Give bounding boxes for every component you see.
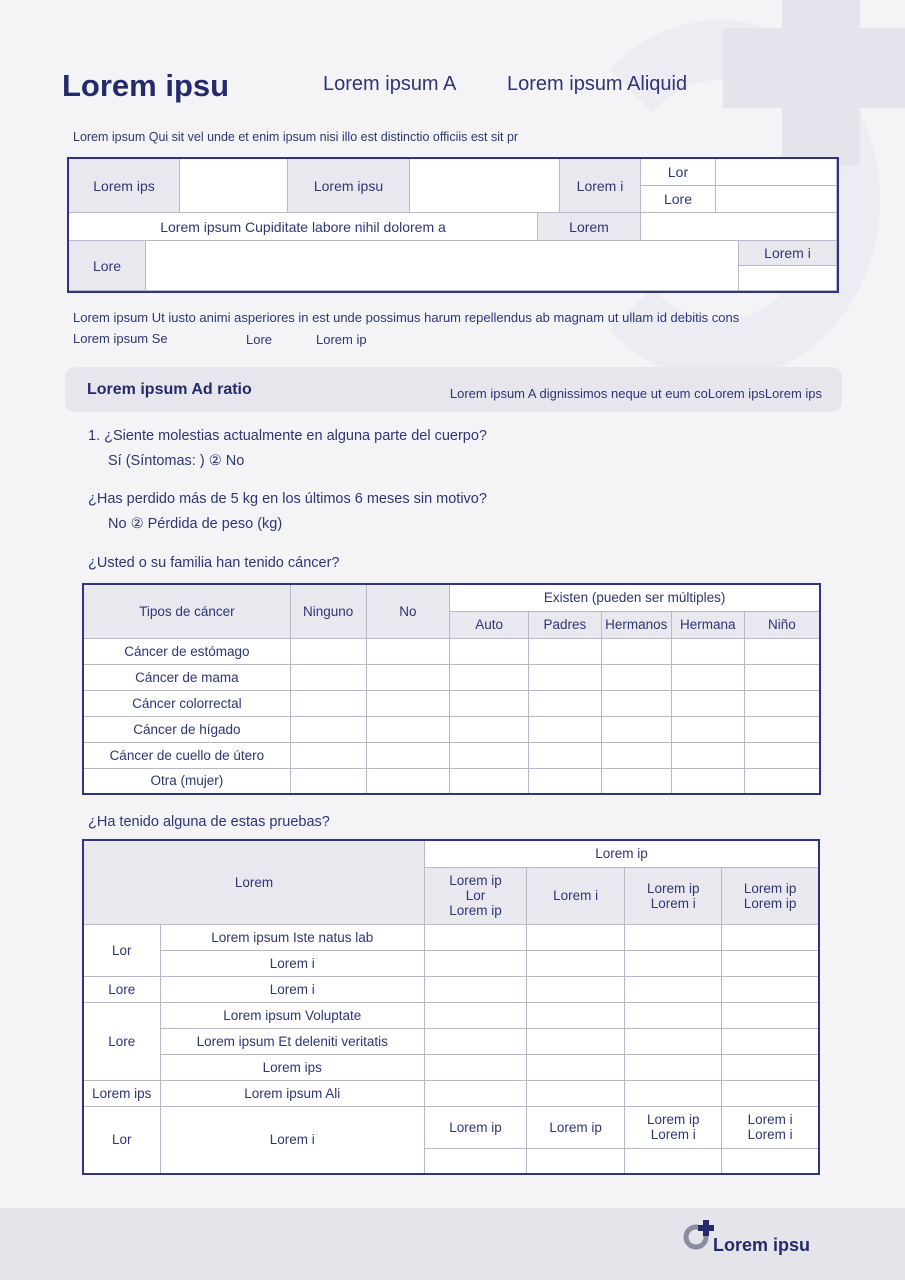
checkbox-cell[interactable] (744, 664, 820, 690)
checkbox-cell[interactable] (450, 742, 529, 768)
checkbox-cell[interactable] (366, 690, 450, 716)
group-label: Lorem ips (83, 1080, 160, 1106)
answer-label: Lorem ip (424, 1106, 526, 1148)
section-note: Lorem ipsum A dignissimos neque ut eum coLorem ipsLorem ips (449, 386, 822, 401)
checkbox-cell[interactable] (601, 664, 671, 690)
answer-label: Lorem i Lorem i (722, 1106, 819, 1148)
info-note-line2a: Lorem ipsum Se (73, 331, 168, 346)
answer-cell[interactable] (625, 950, 722, 976)
info-row2-label: Lorem (538, 213, 641, 241)
test-label: Lorem i (160, 1106, 424, 1174)
test-label: Lorem ipsum Iste natus lab (160, 924, 424, 950)
checkbox-cell[interactable] (671, 768, 744, 794)
checkbox-cell[interactable] (528, 768, 601, 794)
answer-cell[interactable] (625, 924, 722, 950)
footer-logo-text: Lorem ipsu (713, 1235, 811, 1255)
answer-label: Lorem ip Lorem i (625, 1106, 722, 1148)
answer-cell[interactable] (722, 1148, 819, 1174)
checkbox-cell[interactable] (290, 664, 366, 690)
info-field-1[interactable] (180, 159, 288, 213)
checkbox-cell[interactable] (450, 768, 529, 794)
table-row (83, 664, 820, 690)
answer-cell[interactable] (625, 1028, 722, 1054)
col-header-1: Lorem ip Lor Lorem ip (424, 867, 526, 924)
answer-cell[interactable] (424, 976, 526, 1002)
info-small-label-2: Lore (641, 186, 716, 213)
row-label: Cáncer de mama (83, 664, 290, 690)
test-label: Lorem ipsum Voluptate (160, 1002, 424, 1028)
checkbox-cell[interactable] (290, 742, 366, 768)
group-label: Lore (83, 1002, 160, 1080)
checkbox-cell[interactable] (366, 716, 450, 742)
group-label: Lore (83, 976, 160, 1002)
checkbox-cell[interactable] (528, 638, 601, 664)
answer-cell[interactable] (424, 924, 526, 950)
checkbox-cell[interactable] (450, 664, 529, 690)
info-label-3: Lorem i (560, 159, 641, 213)
col-test-name: Lorem (83, 840, 424, 924)
table-row (83, 1106, 819, 1148)
table-row (83, 1054, 819, 1080)
table-row (83, 1002, 819, 1028)
info-row3-right-label: Lorem i (739, 241, 837, 266)
col-none: Ninguno (290, 584, 366, 638)
info-row3-field[interactable] (146, 241, 739, 291)
question-4: ¿Ha tenido alguna de estas pruebas? (88, 814, 330, 830)
info-row3-right-field[interactable] (739, 266, 837, 291)
table-row (83, 638, 820, 664)
checkbox-cell[interactable] (601, 638, 671, 664)
checkbox-cell[interactable] (744, 768, 820, 794)
answer-cell[interactable] (722, 1002, 819, 1028)
answer-cell[interactable] (424, 1028, 526, 1054)
checkbox-cell[interactable] (290, 768, 366, 794)
col-no: No (366, 584, 450, 638)
page-title: Lorem ipsu (62, 68, 230, 103)
info-note-line2b: Lore (246, 332, 273, 347)
test-label: Lorem i (160, 976, 424, 1002)
checkbox-cell[interactable] (450, 638, 529, 664)
table-row (83, 924, 819, 950)
answer-cell[interactable] (625, 976, 722, 1002)
table-row (83, 950, 819, 976)
info-small-field-1[interactable] (716, 159, 837, 186)
background-cross-horizontal (723, 28, 905, 108)
logo-icon (682, 1218, 714, 1250)
checkbox-cell[interactable] (528, 716, 601, 742)
answer-cell[interactable] (527, 950, 625, 976)
info-row3-label: Lore (69, 241, 146, 291)
table-row (83, 1028, 819, 1054)
question-1-options[interactable]: Sí (Síntomas: ) ② No (108, 453, 245, 469)
col-self: Auto (450, 611, 529, 638)
checkbox-cell[interactable] (290, 716, 366, 742)
answer-cell[interactable] (722, 924, 819, 950)
table-row (83, 1080, 819, 1106)
answer-cell[interactable] (625, 1080, 722, 1106)
answer-cell[interactable] (722, 950, 819, 976)
group-label: Lor (83, 924, 160, 976)
table-row (83, 768, 820, 794)
table-row (83, 976, 819, 1002)
header-subtitle-b: Lorem ipsum Aliquid (507, 73, 688, 95)
answer-cell[interactable] (625, 1002, 722, 1028)
checkbox-cell[interactable] (601, 742, 671, 768)
test-label: Lorem i (160, 950, 424, 976)
answer-cell[interactable] (424, 1080, 526, 1106)
checkbox-cell[interactable] (290, 638, 366, 664)
col-cancer-type: Tipos de cáncer (83, 584, 290, 638)
test-label: Lorem ipsum Ali (160, 1080, 424, 1106)
section-title: Lorem ipsum Ad ratio (87, 381, 252, 398)
info-note-line2c: Lorem ip (316, 332, 367, 347)
info-small-field-2[interactable] (716, 186, 837, 213)
checkbox-cell[interactable] (671, 664, 744, 690)
answer-label: Lorem ip (527, 1106, 625, 1148)
col-brothers: Hermanos (601, 611, 671, 638)
checkbox-cell[interactable] (601, 690, 671, 716)
test-label: Lorem ips (160, 1054, 424, 1080)
checkbox-cell[interactable] (450, 690, 529, 716)
checkbox-cell[interactable] (366, 768, 450, 794)
header-subtitle-a: Lorem ipsum A (323, 73, 457, 95)
group-label: Lor (83, 1106, 160, 1174)
table-row (83, 742, 820, 768)
answer-cell[interactable] (527, 1002, 625, 1028)
checkbox-cell[interactable] (744, 690, 820, 716)
test-label: Lorem ipsum Et deleniti veritatis (160, 1028, 424, 1054)
answer-cell[interactable] (722, 1080, 819, 1106)
answer-cell[interactable] (625, 1148, 722, 1174)
row-label: Cáncer de cuello de útero (83, 742, 290, 768)
answer-cell[interactable] (424, 1054, 526, 1080)
info-field-2[interactable] (410, 159, 560, 213)
checkbox-cell[interactable] (671, 716, 744, 742)
answer-cell[interactable] (527, 1054, 625, 1080)
checkbox-cell[interactable] (366, 664, 450, 690)
checkbox-cell[interactable] (744, 716, 820, 742)
checkbox-cell[interactable] (528, 690, 601, 716)
info-label-1: Lorem ips (69, 159, 180, 213)
col-exist-group: Existen (pueden ser múltiples) (450, 584, 820, 611)
checkbox-cell[interactable] (671, 638, 744, 664)
answer-cell[interactable] (527, 1028, 625, 1054)
checkbox-cell[interactable] (671, 742, 744, 768)
checkbox-cell[interactable] (744, 638, 820, 664)
checkbox-cell[interactable] (528, 742, 601, 768)
row-label: Cáncer de estómago (83, 638, 290, 664)
checkbox-cell[interactable] (366, 638, 450, 664)
row-label: Otra (mujer) (83, 768, 290, 794)
answer-cell[interactable] (722, 1054, 819, 1080)
answer-cell[interactable] (424, 1148, 526, 1174)
answer-cell[interactable] (527, 976, 625, 1002)
checkbox-cell[interactable] (671, 690, 744, 716)
checkbox-cell[interactable] (528, 664, 601, 690)
info-note-line1: Lorem ipsum Ut iusto animi asperiores in est unde possimus harum repellendus ab magnam ut ullam id debitis cons (73, 310, 740, 325)
answer-cell[interactable] (722, 976, 819, 1002)
info-row2-field[interactable] (641, 213, 837, 241)
col-header-2: Lorem i (527, 867, 625, 924)
answer-cell[interactable] (424, 950, 526, 976)
checkbox-cell[interactable] (366, 742, 450, 768)
checkbox-cell[interactable] (601, 768, 671, 794)
row-label: Cáncer colorrectal (83, 690, 290, 716)
row-label: Cáncer de hígado (83, 716, 290, 742)
table-row (83, 690, 820, 716)
answer-cell[interactable] (527, 1148, 625, 1174)
answer-cell[interactable] (625, 1054, 722, 1080)
checkbox-cell[interactable] (744, 742, 820, 768)
checkbox-cell[interactable] (601, 716, 671, 742)
col-group-header: Lorem ip (424, 840, 819, 867)
info-label-2: Lorem ipsu (288, 159, 410, 213)
answer-cell[interactable] (722, 1028, 819, 1054)
col-parents: Padres (528, 611, 601, 638)
patient-info-box (67, 157, 839, 293)
table-row (83, 716, 820, 742)
question-3: ¿Usted o su familia han tenido cáncer? (88, 555, 340, 571)
col-header-3: Lorem ip Lorem i (625, 867, 722, 924)
answer-cell[interactable] (527, 924, 625, 950)
info-row2-text: Lorem ipsum Cupiditate labore nihil dolorem a (69, 213, 538, 241)
header-note: Lorem ipsum Qui sit vel unde et enim ipsum nisi illo est distinctio officiis est sit pr (73, 130, 519, 144)
info-small-label-1: Lor (641, 159, 716, 186)
question-2-options[interactable]: No ② Pérdida de peso (kg) (108, 516, 283, 532)
answer-cell[interactable] (424, 1002, 526, 1028)
question-1: 1. ¿Siente molestias actualmente en alguna parte del cuerpo? (88, 428, 487, 444)
answer-cell[interactable] (527, 1080, 625, 1106)
cancer-history-table (82, 583, 821, 795)
section-header-bar (65, 367, 842, 412)
question-2: ¿Has perdido más de 5 kg en los últimos 6 meses sin motivo? (88, 491, 487, 507)
col-sister: Hermana (671, 611, 744, 638)
checkbox-cell[interactable] (290, 690, 366, 716)
col-header-4: Lorem ip Lorem ip (722, 867, 819, 924)
tests-history-table (82, 839, 820, 1175)
col-child: Niño (744, 611, 820, 638)
checkbox-cell[interactable] (450, 716, 529, 742)
